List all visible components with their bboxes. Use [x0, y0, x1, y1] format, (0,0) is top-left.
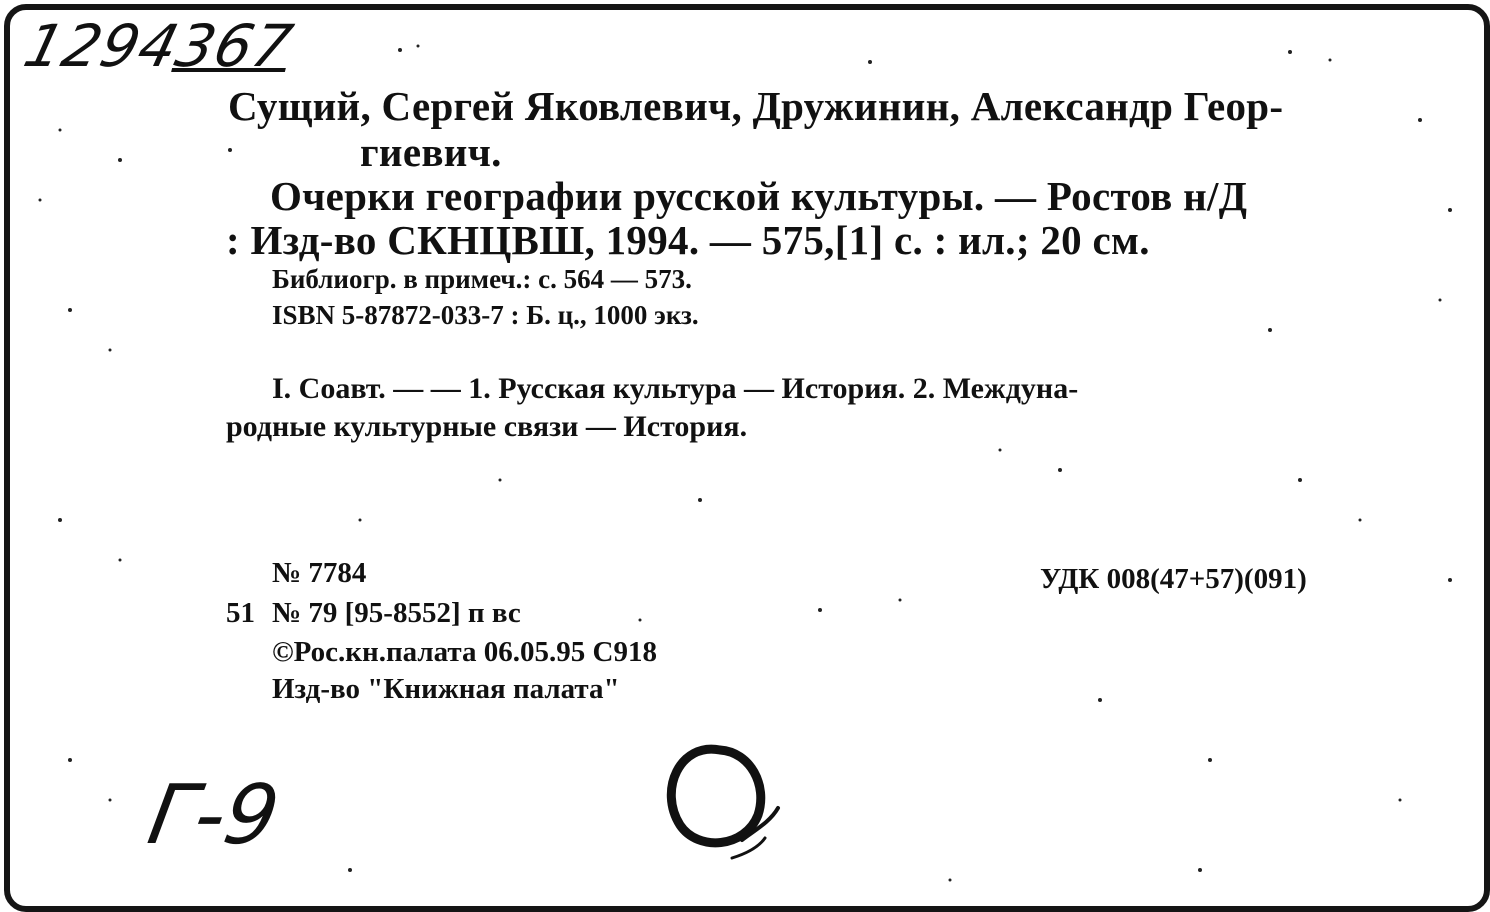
copyright-line: ©Рос.кн.палата 06.05.95 С918 [272, 636, 657, 668]
shelf-mark: Г-9 [141, 768, 286, 863]
card-prefix: 51 [226, 597, 255, 629]
inventory-number: 1294367 [17, 12, 300, 80]
isbn-line: ISBN 5-87872-033-7 : Б. ц., 1000 экз. [272, 300, 699, 330]
bibliography-note: Библиогр. в примеч.: с. 564 — 573. [272, 264, 692, 294]
publisher-line: Изд-во "Книжная палата" [272, 673, 620, 705]
title-line-1: Очерки географии русской культуры. — Ростов н/Д [270, 173, 1248, 219]
print-number: № 79 [95-8552] п вс [272, 597, 521, 629]
authors-line-1: Сущий, Сергей Яковлевич, Дружинин, Александр Геор- [228, 83, 1284, 129]
registration-number: № 7784 [272, 557, 367, 589]
tracings-line-1: I. Соавт. — — 1. Русская культура — История. 2. Междуна- [272, 372, 1079, 405]
authors-line-2: гиевич. [360, 129, 502, 175]
udk-code: УДК 008(47+57)(091) [1040, 563, 1307, 595]
circle-stamp-icon [650, 730, 790, 870]
tracings-line-2: родные культурные связи — История. [226, 410, 748, 443]
title-line-2: : Изд-во СКНЦВШ, 1994. — 575,[1] с. : ил.; 20 см. [226, 217, 1150, 263]
